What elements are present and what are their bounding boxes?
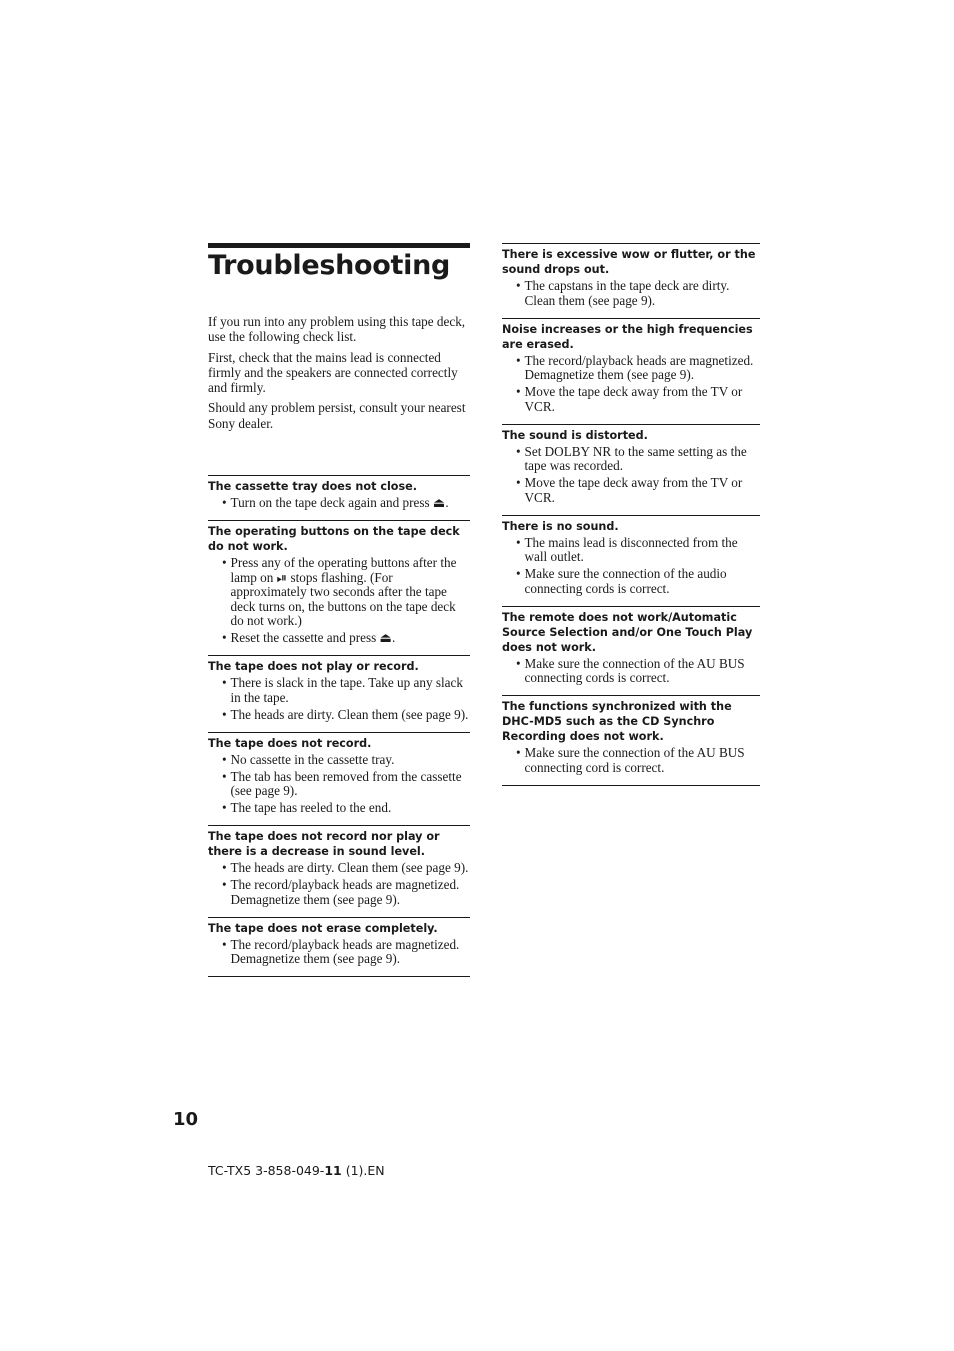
- remedy-item: • Move the tape deck away from the TV or VCR.: [516, 476, 760, 505]
- page-title: Troubleshooting: [208, 250, 451, 281]
- troubleshooting-section: [502, 695, 760, 786]
- problem-heading: There is excessive wow or flutter, or the sound drops out.: [502, 248, 756, 276]
- problem-heading: The tape does not record.: [208, 736, 372, 750]
- troubleshooting-section: [502, 515, 760, 606]
- remedy-list: [208, 753, 470, 816]
- remedy-list: [208, 496, 470, 511]
- problem-heading: The tape does not erase completely.: [208, 921, 438, 935]
- troubleshooting-section: [208, 475, 470, 520]
- footer-code: [208, 1162, 385, 1180]
- remedy-item: • The record/playback heads are magnetized. Demagnetize them (see page 9).: [516, 354, 760, 383]
- remedy-item: • The tab has been removed from the cassette (see page 9).: [222, 770, 470, 799]
- left-checklist-column: [208, 475, 470, 977]
- remedy-item: • There is slack in the tape. Take up any slack in the tape.: [222, 676, 470, 705]
- title-rule: [208, 243, 470, 248]
- problem-heading: The tape does not play or record.: [208, 660, 419, 673]
- troubleshooting-section: [502, 318, 760, 424]
- intro-paragraph: If you run into any problem using this tape deck, use the following check list.: [208, 314, 466, 345]
- problem-heading: The operating buttons on the tape deck do not work.: [208, 525, 460, 553]
- remedy-item: • The record/playback heads are magnetized. Demagnetize them (see page 9).: [222, 878, 470, 907]
- remedy-list: [502, 657, 760, 686]
- remedy-list: [502, 536, 760, 597]
- remedy-item: • Make sure the connection of the AU BUS connecting cord is correct.: [516, 746, 760, 775]
- footer-code-revision: 11: [324, 1163, 342, 1178]
- troubleshooting-section: [208, 825, 470, 917]
- remedy-list: [208, 676, 470, 722]
- remedy-item: • Reset the cassette and press ⏏.: [222, 631, 470, 646]
- remedy-item: • The tape has reeled to the end.: [222, 801, 470, 816]
- remedy-list: [502, 445, 760, 506]
- remedy-list: [208, 556, 470, 646]
- troubleshooting-section: [502, 243, 760, 318]
- remedy-list: [502, 279, 760, 308]
- page-number: 10: [173, 1109, 199, 1130]
- remedy-item: • The heads are dirty. Clean them (see page 9).: [222, 708, 470, 723]
- problem-heading: The cassette tray does not close.: [208, 480, 417, 493]
- troubleshooting-section: [208, 917, 470, 978]
- footer-code-suffix: (1).EN: [341, 1163, 385, 1178]
- problem-heading: The tape does not record nor play or there is a decrease in sound level.: [208, 830, 440, 858]
- remedy-item: • The heads are dirty. Clean them (see page 9).: [222, 861, 470, 876]
- remedy-list: [502, 354, 760, 415]
- troubleshooting-section: [208, 732, 470, 826]
- troubleshooting-section: [208, 520, 470, 655]
- remedy-list: [502, 746, 760, 775]
- troubleshooting-section: [502, 606, 760, 696]
- problem-heading: There is no sound.: [502, 519, 619, 533]
- remedy-item: • The record/playback heads are magnetized. Demagnetize them (see page 9).: [222, 938, 470, 967]
- footer-code-prefix: TC-TX5 3-858-049-: [208, 1163, 325, 1178]
- troubleshooting-section: [502, 424, 760, 515]
- remedy-item: • Make sure the connection of the AU BUS connecting cords is correct.: [516, 657, 760, 686]
- remedy-item: • Set DOLBY NR to the same setting as the tape was recorded.: [516, 445, 760, 474]
- remedy-item: • Turn on the tape deck again and press ⏏.: [222, 496, 470, 511]
- troubleshooting-section: [208, 655, 470, 732]
- remedy-list: [208, 861, 470, 907]
- remedy-item: • The mains lead is disconnected from the wall outlet.: [516, 536, 760, 565]
- problem-heading: Noise increases or the high frequencies are erased.: [502, 322, 753, 351]
- problem-heading: The remote does not work/Automatic Source Selection and/or One Touch Play does not work.: [502, 610, 753, 654]
- right-checklist-column: [502, 243, 760, 786]
- remedy-list: [208, 938, 470, 967]
- remedy-item: • No cassette in the cassette tray.: [222, 753, 470, 768]
- problem-heading: The sound is distorted.: [502, 428, 648, 442]
- remedy-item: • Make sure the connection of the audio connecting cords is correct.: [516, 567, 760, 596]
- intro-paragraph: First, check that the mains lead is connected firmly and the speakers are connected correctly and firmly.: [208, 349, 458, 396]
- remedy-item: • Move the tape deck away from the TV or VCR.: [516, 385, 760, 414]
- remedy-item: • The capstans in the tape deck are dirty. Clean them (see page 9).: [516, 279, 760, 308]
- intro-text: [208, 314, 470, 436]
- remedy-item: • Press any of the operating buttons after the lamp on ⏯ stops flashing. (For approximately two seconds after the tape deck turns on, the buttons on the tape deck do not work.): [222, 556, 470, 629]
- intro-paragraph: Should any problem persist, consult your nearest Sony dealer.: [208, 400, 466, 431]
- problem-heading: The functions synchronized with the DHC-MD5 such as the CD Synchro Recording does not work.: [502, 700, 732, 743]
